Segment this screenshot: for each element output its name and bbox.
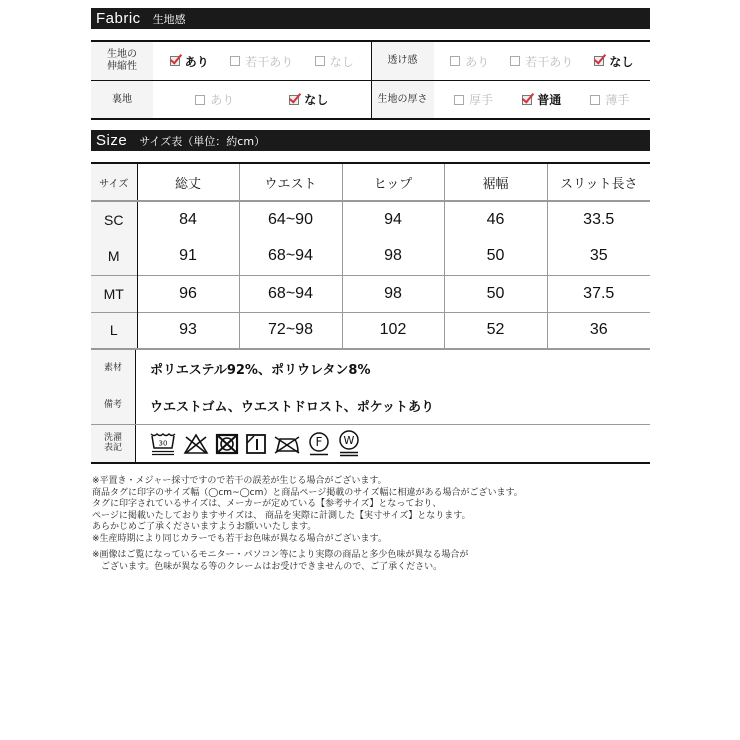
- cell: 35: [547, 238, 650, 275]
- table-row: [91, 275, 650, 312]
- note-line: あらかじめご了承くださいますようお願いいたします。: [92, 522, 317, 532]
- cell: 72~98: [239, 312, 342, 349]
- svg-text:30: 30: [158, 439, 168, 447]
- thickness-option-thin: 薄手: [590, 91, 629, 108]
- header-hem-width: 裾幅: [444, 164, 547, 201]
- cell: 68~94: [239, 275, 342, 312]
- size-name: L: [91, 312, 137, 349]
- cell: 93: [137, 312, 239, 349]
- checkbox-checked-icon: [522, 95, 532, 105]
- thickness-attribute: [371, 81, 651, 118]
- svg-text:W: W: [343, 433, 355, 447]
- cell: 46: [444, 201, 547, 238]
- cell: 33.5: [547, 201, 650, 238]
- table-row: [91, 201, 650, 238]
- size-table-header-row: [91, 164, 650, 201]
- cell: 91: [137, 238, 239, 275]
- size-name: SC: [91, 201, 137, 238]
- no-bleach-icon: [183, 433, 209, 455]
- note-line: 商品タグに印字のサイズ幅（◯cm~◯cm）と商品ページ掲載のサイズ幅に相違がある場合がございます。: [92, 487, 523, 498]
- lining-attribute: [91, 81, 371, 118]
- checkbox-empty-icon: [510, 56, 520, 66]
- care-row: [91, 424, 650, 462]
- header-hip: ヒップ: [342, 164, 444, 201]
- product-info-table: [91, 350, 650, 464]
- header-total-length: 総丈: [137, 164, 239, 201]
- cell: 98: [342, 275, 444, 312]
- remarks-row: [91, 387, 650, 424]
- sheerness-label: 透け感: [372, 42, 434, 80]
- no-tumble-dry-icon: [215, 433, 239, 455]
- size-name: M: [91, 238, 137, 275]
- material-label: 素材: [91, 350, 136, 387]
- size-table: [91, 162, 650, 464]
- size-section-header: [91, 130, 650, 151]
- fabric-table: [91, 40, 650, 120]
- sheer-option-slight: 若干あり: [510, 53, 573, 70]
- lining-option-no: なし: [289, 91, 328, 108]
- fabric-row-1: [91, 42, 650, 80]
- svg-text:F: F: [315, 434, 323, 449]
- stretch-option-yes: あり: [170, 53, 209, 70]
- fabric-title-en: Fabric: [96, 10, 141, 27]
- fabric-title-jp: 生地感: [152, 12, 186, 26]
- size-name: MT: [91, 275, 137, 312]
- note-line: タグに印字されているサイズは、メーカーが定めている【参考サイズ】となっており、: [92, 499, 442, 509]
- cell: 50: [444, 275, 547, 312]
- note-line: ※平置き・メジャー採寸ですので若干の誤差が生じる場合がございます。: [92, 476, 387, 486]
- lining-option-yes: あり: [195, 91, 234, 108]
- note-line: ※生産時期により同じカラーでも若干お色味が異なる場合がございます。: [92, 533, 387, 544]
- cell: 102: [342, 312, 444, 349]
- checkbox-empty-icon: [454, 95, 464, 105]
- cell: 64~90: [239, 201, 342, 238]
- cell: 50: [444, 238, 547, 275]
- size-title-en: Size: [96, 132, 128, 149]
- no-iron-icon: [273, 433, 301, 455]
- remarks-label: 備考: [91, 387, 136, 424]
- note-line: ※画像はご覧になっているモニター・パソコン等により実際の商品と多少色味が異なる場合が: [92, 550, 469, 560]
- checkbox-empty-icon: [195, 95, 205, 105]
- header-waist: ウエスト: [239, 164, 342, 201]
- checkbox-checked-icon: [170, 56, 180, 66]
- lining-label: 裏地: [91, 81, 153, 118]
- material-row: [91, 350, 650, 387]
- fabric-section-header: [91, 8, 650, 29]
- line-dry-shade-icon: [245, 433, 267, 455]
- checkbox-empty-icon: [315, 56, 325, 66]
- checkbox-empty-icon: [590, 95, 600, 105]
- stretch-attribute: [91, 42, 371, 80]
- thickness-label: 生地の厚さ: [372, 81, 434, 118]
- cell: 37.5: [547, 275, 650, 312]
- thickness-option-thick: 厚手: [454, 91, 493, 108]
- note-line: ページに掲載いたしておりますサイズは、 商品を実際に計測した【実寸サイズ】となります。: [92, 510, 471, 521]
- fabric-row-2: [91, 80, 650, 118]
- cell: 68~94: [239, 238, 342, 275]
- checkbox-checked-icon: [594, 56, 604, 66]
- thickness-option-normal: 普通: [522, 91, 561, 108]
- table-row: [91, 238, 650, 275]
- material-value: ポリエステル92%、ポリウレタン8%: [150, 363, 371, 378]
- header-size: サイズ: [91, 164, 137, 201]
- cell: 94: [342, 201, 444, 238]
- cell: 36: [547, 312, 650, 349]
- cell: 98: [342, 238, 444, 275]
- stretch-option-no: なし: [315, 53, 354, 70]
- disclaimer-notes: [91, 476, 650, 573]
- wash-30-gentle-icon: [149, 431, 177, 457]
- cell: 52: [444, 312, 547, 349]
- stretch-option-slight: 若干あり: [230, 53, 293, 70]
- sheer-option-yes: あり: [450, 53, 489, 70]
- dry-clean-f-icon: [307, 431, 331, 457]
- note-line: ございます。色味が異なる等のクレームはお受けできませんので、ご了承ください。: [101, 561, 443, 572]
- remarks-value: ウエストゴム、ウエストドロスト、ポケットあり: [150, 400, 435, 415]
- wet-clean-w-icon: [337, 430, 361, 458]
- cell: 96: [137, 275, 239, 312]
- product-spec-sheet: [91, 8, 650, 573]
- sheerness-attribute: [371, 42, 651, 80]
- checkbox-empty-icon: [450, 56, 460, 66]
- size-title-jp: サイズ表（単位：約cm）: [139, 134, 266, 148]
- header-slit-length: スリット長さ: [547, 164, 650, 201]
- stretch-label: 生地の 伸縮性: [91, 42, 153, 80]
- cell: 84: [137, 201, 239, 238]
- table-row: [91, 312, 650, 349]
- checkbox-checked-icon: [289, 95, 299, 105]
- care-icons: [136, 425, 361, 462]
- sheer-option-no: なし: [594, 53, 633, 70]
- care-label: 洗濯 表記: [91, 425, 136, 462]
- checkbox-empty-icon: [230, 56, 240, 66]
